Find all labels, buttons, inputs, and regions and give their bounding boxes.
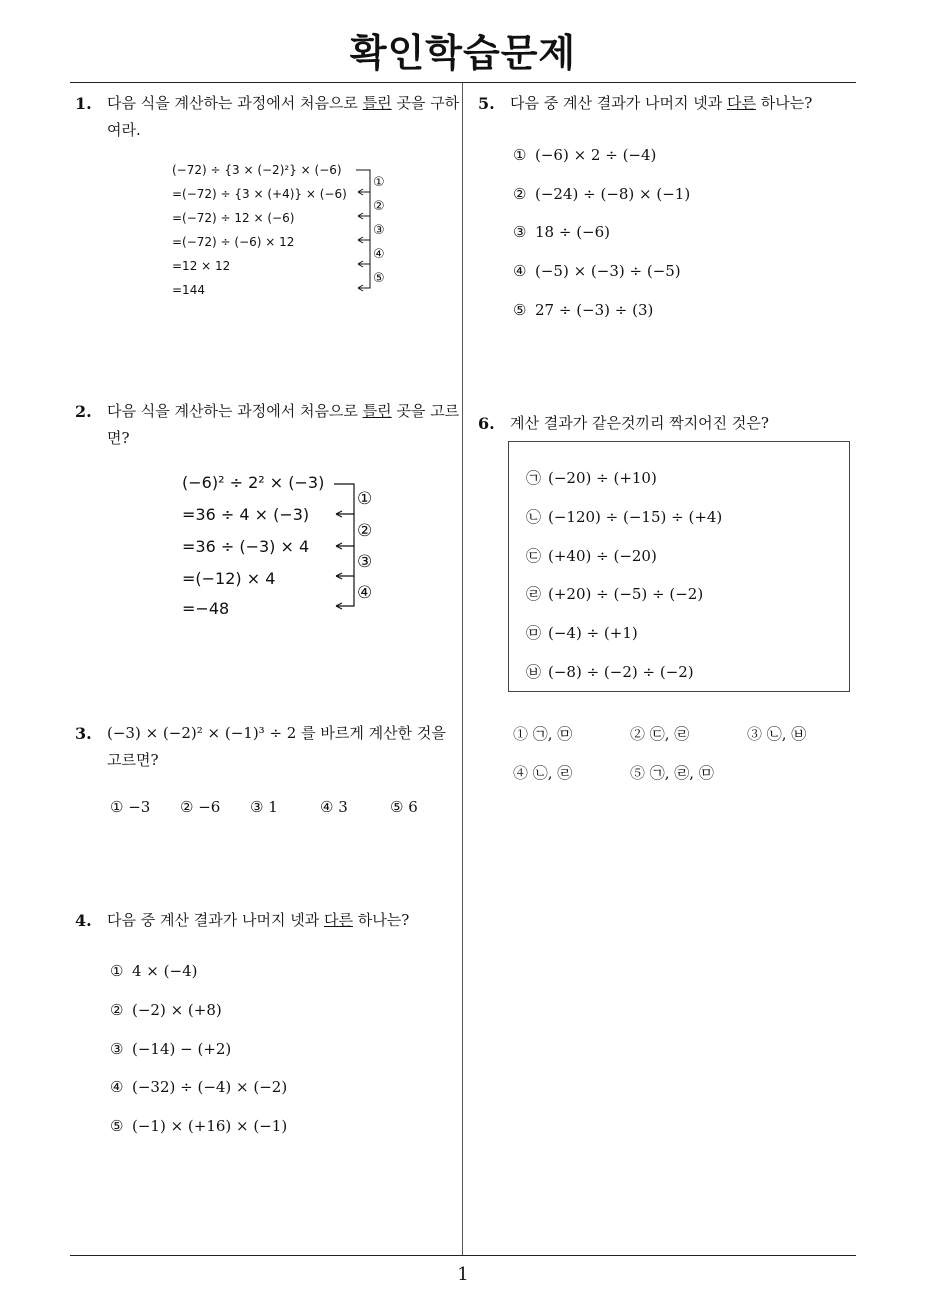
- question-text: (−3) × (−2)² × (−1)³ ÷ 2 를 바르게 계산한 것을 고르면?: [107, 724, 446, 769]
- q1-step: =(−72) ÷ {3 × (+4)} × (−6): [172, 187, 347, 201]
- question-5: [478, 90, 856, 117]
- q5-choice[interactable]: ④ (−5) × (−3) ÷ (−5): [513, 262, 681, 280]
- q1-marker: ⑤: [373, 271, 385, 286]
- q6-option[interactable]: ④ ㉡, ㉣: [513, 764, 573, 782]
- question-text: 다음 중 계산 결과가 나머지 넷과 다른 하나는?: [107, 911, 410, 929]
- q6-item: ㉤ (−4) ÷ (+1): [526, 624, 638, 642]
- q1-step: (−72) ÷ {3 × (−2)²} × (−6): [172, 163, 342, 177]
- q6-item: ㉣ (+20) ÷ (−5) ÷ (−2): [526, 585, 704, 603]
- question-6: [478, 410, 856, 437]
- q2-step: =36 ÷ (−3) × 4: [182, 537, 310, 556]
- q4-choice[interactable]: ③ (−14) − (+2): [110, 1040, 232, 1058]
- q4-choice[interactable]: ① 4 × (−4): [110, 962, 198, 980]
- q2-step: (−6)² ÷ 2² × (−3): [182, 473, 325, 492]
- q1-marker: ③: [373, 223, 385, 238]
- question-number: 2.: [75, 402, 92, 421]
- q6-item: ㉢ (+40) ÷ (−20): [526, 547, 657, 565]
- q3-choice[interactable]: ④ 3: [320, 798, 348, 816]
- top-rule: [70, 82, 856, 83]
- question-4: [75, 907, 460, 934]
- q5-choice[interactable]: ③ 18 ÷ (−6): [513, 223, 611, 241]
- q6-option[interactable]: ⑤ ㉠, ㉣, ㉤: [630, 764, 714, 782]
- q1-marker: ①: [373, 175, 385, 190]
- q3-choice[interactable]: ① −3: [110, 798, 151, 816]
- q1-step: =144: [172, 283, 205, 297]
- q4-choice[interactable]: ⑤ (−1) × (+16) × (−1): [110, 1117, 288, 1135]
- q6-item: ㉡ (−120) ÷ (−15) ÷ (+4): [526, 508, 723, 526]
- q3-choice[interactable]: ② −6: [180, 798, 221, 816]
- q2-step: =(−12) × 4: [182, 569, 276, 588]
- q1-marker: ②: [373, 199, 385, 214]
- question-number: 3.: [75, 724, 92, 743]
- question-3: [75, 720, 460, 774]
- q6-option[interactable]: ② ㉢, ㉣: [630, 725, 690, 743]
- question-text: 다음 식을 계산하는 과정에서 처음으로 틀린 곳을 고르면?: [107, 402, 460, 447]
- question-text: 계산 결과가 같은것끼리 짝지어진 것은?: [510, 414, 769, 432]
- page-title: 확인학습문제: [349, 31, 577, 75]
- q1-step: =(−72) ÷ (−6) × 12: [172, 235, 295, 249]
- page-number: 1: [457, 1264, 469, 1285]
- q6-item: ㉥ (−8) ÷ (−2) ÷ (−2): [526, 663, 694, 681]
- q4-choice[interactable]: ④ (−32) ÷ (−4) × (−2): [110, 1078, 288, 1096]
- q5-choice[interactable]: ⑤ 27 ÷ (−3) ÷ (3): [513, 301, 654, 319]
- question-number: 4.: [75, 911, 92, 930]
- question-text: 다음 중 계산 결과가 나머지 넷과 다른 하나는?: [510, 94, 813, 112]
- q1-marker: ④: [373, 247, 385, 262]
- q2-marker: ①: [357, 489, 373, 509]
- q1-derivation: [170, 158, 400, 300]
- q2-derivation: [180, 468, 400, 618]
- question-number: 5.: [478, 94, 495, 113]
- q6-option[interactable]: ① ㉠, ㉤: [513, 725, 573, 743]
- column-divider: [462, 83, 463, 1256]
- q5-choice[interactable]: ② (−24) ÷ (−8) × (−1): [513, 185, 691, 203]
- question-2: [75, 398, 460, 452]
- q1-step: =12 × 12: [172, 259, 231, 273]
- q2-marker: ④: [357, 583, 373, 603]
- q6-option[interactable]: ③ ㉡, ㉥: [747, 725, 807, 743]
- q2-step: =36 ÷ 4 × (−3): [182, 505, 310, 524]
- q2-step: =−48: [182, 599, 230, 618]
- q4-choice[interactable]: ② (−2) × (+8): [110, 1001, 222, 1019]
- bottom-rule: [70, 1255, 856, 1256]
- q2-marker: ③: [357, 552, 373, 572]
- q3-choice[interactable]: ⑤ 6: [390, 798, 418, 816]
- question-1: [75, 90, 460, 144]
- q1-step: =(−72) ÷ 12 × (−6): [172, 211, 295, 225]
- q3-choice[interactable]: ③ 1: [250, 798, 278, 816]
- question-text: 다음 식을 계산하는 과정에서 처음으로 틀린 곳을 구하여라.: [107, 94, 460, 139]
- q2-marker: ②: [357, 521, 373, 541]
- q5-choice[interactable]: ① (−6) × 2 ÷ (−4): [513, 146, 657, 164]
- question-number: 1.: [75, 94, 92, 113]
- q6-item: ㉠ (−20) ÷ (+10): [526, 469, 657, 487]
- question-number: 6.: [478, 414, 495, 433]
